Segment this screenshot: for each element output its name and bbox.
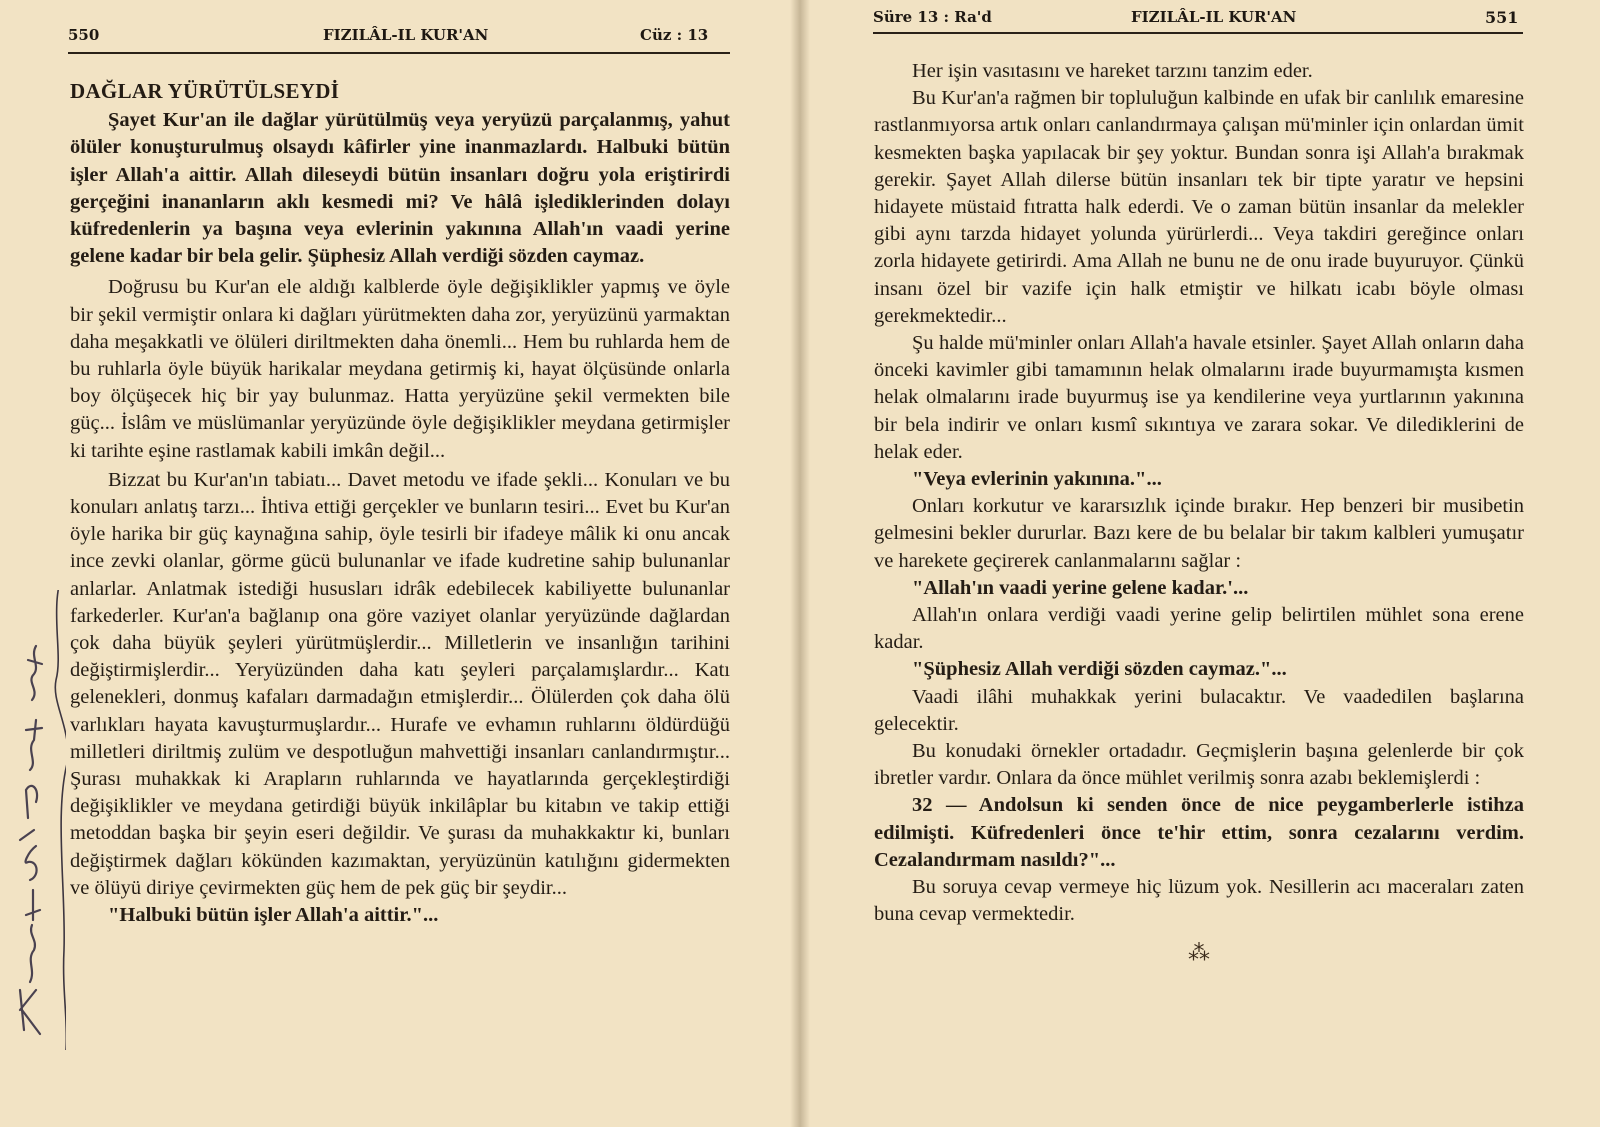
handwritten-margin-note	[6, 590, 66, 1060]
section-heading: DAĞLAR YÜRÜTÜLSEYDİ	[70, 79, 340, 103]
body-paragraph: Bizzat bu Kur'an'ın tabiatı... Davet metodu ve ifade şekli... Konuları ve bu konuları anlatış tarzı... İhtiva ettiği gerçekler ve bunların tesiri... Evet bu Kur'an öyle harika bir güç kaynağına sahip, öyle tesirli bir ifadeye mâlik ki onu ancak ince zevki olanlar, görme gücü bulunanlar ve ifade kudretine sahip bulunanlar anlarlar. Anlatmak istediği hususları idrâk edebilecek kabiliyette bulunanlar farkederler. Kur'an'a bağlanıp ona göre vaziyet olanlar yeryüzünde dağlardan çok daha büyük şeyleri yürütmüşlerdir... Milletlerin ve insanlığın tarihini değiştirmişlerdir... Yeryüzünden daha katı şeyleri parçalamışlardır... Katı gelenekleri, donmuş kafaları darmadağın etmişlerdir... Ölülerden çok daha ölü varlıkları hayata kavuşturmuşlardır... Hurafe ve evhamın ruhlarını öldürdüğü milletleri diriltmiş zulüm ve despotluğun mahvettiği insanları canlandırmıştır... Şurası muhakkak ki Arapların ruhlarında ve hayatlarında gerçekleştirdiği değişiklikler ve meydana getirdiği büyük inkilâplar bu kitabın ve takip ettiği metoddan başka bir şeyin eseri değildir. Ve şurası da muhakkaktır ki, bunları değiştirmek dağları kökünden kazımaktan, yeryüzünün katılığını gidermekten ve ölüyü diriye çevirmekten güç hem de pek güç bir şeydir...	[70, 468, 730, 899]
body-paragraph: Vaadi ilâhi muhakkak yerini bulacaktır. Ve vaadedilen başlarına gelecektir.	[874, 685, 1524, 735]
right-surah-label: Süre 13 : Ra'd	[873, 8, 992, 26]
left-header	[68, 22, 728, 50]
right-running-title: FIZILÂL-IL KUR'AN	[1131, 8, 1297, 26]
body-paragraph: Şu halde mü'minler onları Allah'a havale etsinler. Şayet Allah onların daha önceki kavimler gibi tamamının helak olmalarını irade buyurmamışta kısmen helak olmalarını irade buyurmuş ise ya kendilerine veya yurtlarının yakınına bir bela indirir ve onları kısmî sıkıntıya ve zarara sokar. Ve dilediklerini de helak eder.	[874, 332, 1524, 463]
right-body-text	[874, 58, 1524, 966]
right-page	[800, 0, 1600, 1127]
margin-note-drawing	[6, 590, 66, 1060]
body-paragraph: Bu soruya cevap vermeye hiç lüzum yok. Nesillerin acı maceraları zaten buna cevap vermektedir.	[874, 876, 1524, 926]
quoted-verse: "Allah'ın vaadi yerine gelene kadar.'...	[912, 576, 1249, 599]
left-juz-label: Cüz : 13	[640, 26, 709, 44]
body-paragraph: Doğrusu bu Kur'an ele aldığı kalblerde öyle değişiklikler yapmış ve öyle bir şekil vermiştir onlara ki dağları yürütmekten daha zor, yeryüzünü yarmaktan daha meşakkatli ve ölüleri diriltmekten daha önemli... Hem bu ruhlarda hem de bu ruhlarla öyle büyük harikalar meydana getirmiş ki, hayat ölçüsünde onlarla boy ölçüşecek hiç bir yay bulunmaz. Hatta yeryüzüne şekil vermekten bile güç... İslâm ve müslümanlar yeryüzünde öyle değişiklikler meydana getirmişler ki tarihte eşine rastlamak kabili imkân değil...	[70, 276, 730, 462]
right-header	[873, 4, 1523, 32]
quoted-verse: "Şüphesiz Allah verdiği sözden caymaz."...	[912, 658, 1287, 681]
left-running-title: FIZILÂL-IL KUR'AN	[323, 26, 489, 44]
body-paragraph: Bu konudaki örnekler ortadadır. Geçmişlerin başına gelenlerde bir çok ibretler vardır. Onlara da önce mühlet verilmiş sonra azabı beklemişlerdi :	[874, 740, 1524, 790]
verse-paragraph: Şayet Kur'an ile dağlar yürütülmüş veya yeryüzü parçalanmış, yahut ölüler konuşturulmuş olsaydı kâfirler yine inanmazlardı. Halbuki bütün işler Allah'a aittir. Allah dileseydi bütün insanları doğru yola eriştirirdi gerçeğini inananların aklı kesmedi mi? Ve hâlâ işlediklerinden dolayı küfredenlerin ya başına veya evlerinin yakınına Allah'ın vaadi yerine gelene kadar bir bela gelir. Şüphesiz Allah verdiği sözden caymaz.	[70, 109, 730, 268]
left-body-text	[70, 78, 730, 929]
left-header-rule	[68, 52, 730, 54]
left-page-number: 550	[68, 26, 100, 44]
body-paragraph: Allah'ın onlara verdiği vaadi yerine gelip belirtilen mühlet sona erene kadar.	[874, 604, 1524, 654]
section-end-ornament: ⁂	[1188, 939, 1210, 965]
right-header-rule	[873, 32, 1523, 34]
verse-32: 32 — Andolsun ki senden önce de nice peygamberlerle istihza edilmişti. Küfredenleri önce te'hir ettim, sonra cezalarını verdim. Cezalandırmam nasıldı?"...	[874, 794, 1524, 871]
body-paragraph: Onları korkutur ve kararsızlık içinde bırakır. Hep benzeri bir musibetin gelmesini bekler dururlar. Bazı kere de bu belalar bir takım kalbleri yumuşatır ve harekete geçirerek canlanmalarını sağlar :	[874, 495, 1524, 572]
body-paragraph: Bu Kur'an'a rağmen bir topluluğun kalbinde en ufak bir canlılık emaresine rastlanmıyorsa artık onları canlandırmaya çalışan mü'minler için onlardan ümit kesmekten başka yapılacak bir şey yoktur. Bundan sonra işi Allah'a bırakmak gerekir. Şayet Allah dilerse bütün insanları tek bir tipte yaratır ve hepsini hidayete müstaid fıtratta halk ederdi. Ve o zaman bütün insanlar da melekler gibi aynı tarzda hidayet yolunda yürürlerdi... Veya takdiri gereğince onları zorla hidayete getirirdi. Ama Allah ne bunu ne de onu irade buyuruyor. Çünkü insanı özel bir vazife için halk etmiştir ve hilkatı icabı böyle olması gerekmektedir...	[874, 87, 1524, 327]
book-gutter	[790, 0, 810, 1127]
right-page-number: 551	[1485, 8, 1519, 27]
quoted-verse: "Halbuki bütün işler Allah'a aittir."...	[108, 904, 439, 927]
quoted-verse: "Veya evlerinin yakınına."...	[912, 468, 1162, 491]
body-paragraph: Her işin vasıtasını ve hareket tarzını tanzim eder.	[912, 60, 1313, 82]
